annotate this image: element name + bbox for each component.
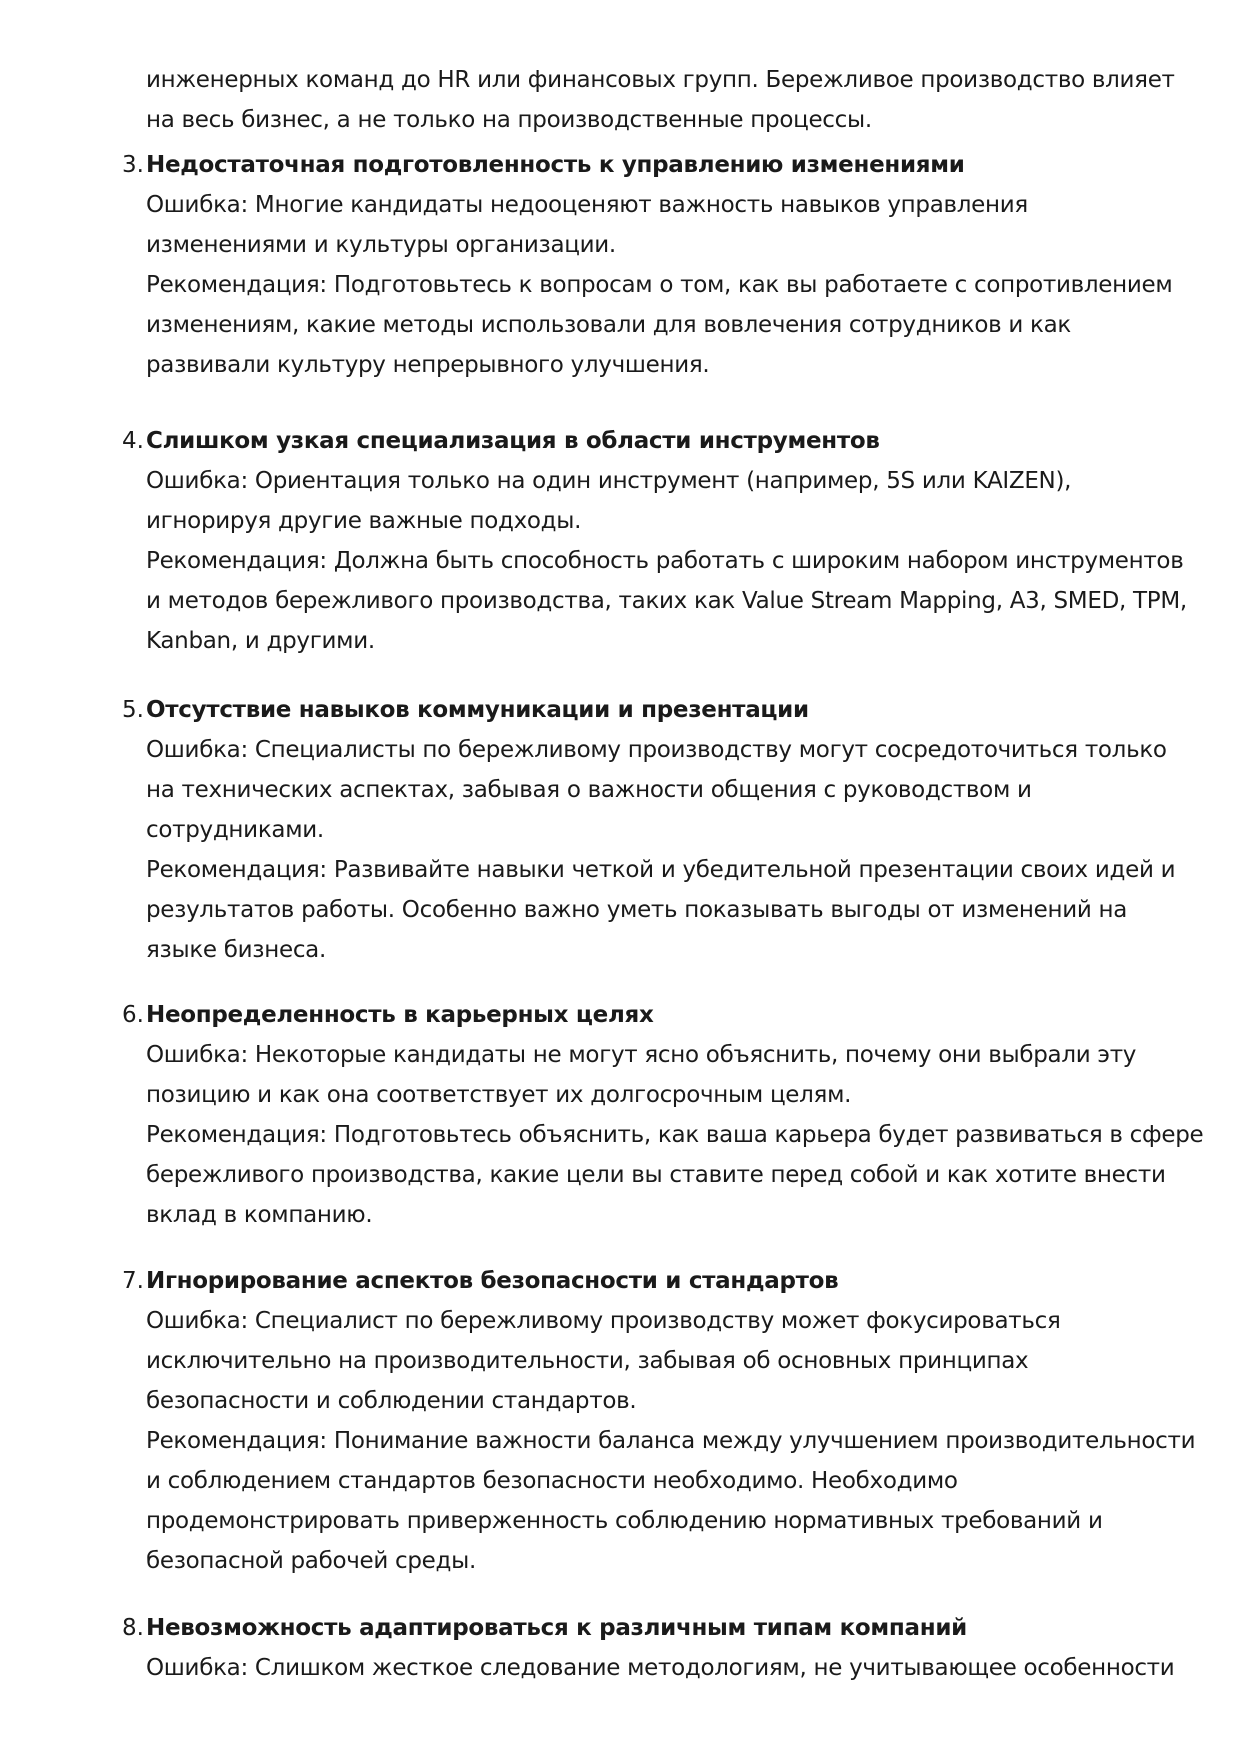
list-item-8	[122, 1608, 1175, 1688]
list-item-line: Рекомендация: Подготовьтесь объяснить, как ваша карьера будет развиваться в сфере	[146, 1122, 1204, 1148]
intro-paragraph	[146, 60, 1175, 140]
list-item-line: Рекомендация: Понимание важности баланса между улучшением производительности	[146, 1428, 1196, 1454]
list-item-title: Неопределенность в карьерных целях	[146, 1002, 654, 1028]
list-item-line: вклад в компанию.	[146, 1202, 373, 1228]
list-item-5	[122, 690, 1176, 970]
list-item-line: развивали культуру непрерывного улучшения.	[146, 352, 710, 378]
list-item-line: языке бизнеса.	[146, 937, 326, 963]
list-item-line: Ошибка: Ориентация только на один инструмент (например, 5S или KAIZEN),	[146, 468, 1072, 494]
list-item-line: безопасности и соблюдении стандартов.	[146, 1388, 637, 1414]
list-item-line: безопасной рабочей среды.	[146, 1548, 476, 1574]
list-item-7	[122, 1261, 1196, 1581]
list-item-line: Рекомендация: Развивайте навыки четкой и убедительной презентации своих идей и	[146, 857, 1176, 883]
list-number: 3.	[122, 152, 144, 178]
list-item-line: продемонстрировать приверженность соблюдению нормативных требований и	[146, 1508, 1103, 1534]
list-item-4	[122, 421, 1187, 661]
list-item-title: Отсутствие навыков коммуникации и презентации	[146, 697, 809, 723]
list-item-line: Kanban, и другими.	[146, 628, 375, 654]
list-item-line: сотрудниками.	[146, 817, 324, 843]
list-item-3	[122, 145, 1173, 385]
list-item-title: Недостаточная подготовленность к управлению изменениями	[146, 152, 965, 178]
list-item-line: Рекомендация: Подготовьтесь к вопросам о том, как вы работаете с сопротивлением	[146, 272, 1173, 298]
list-item-line: результатов работы. Особенно важно уметь показывать выгоды от изменений на	[146, 897, 1128, 923]
list-item-line: Ошибка: Специалисты по бережливому производству могут сосредоточиться только	[146, 737, 1167, 763]
intro-line: инженерных команд до HR или финансовых групп. Бережливое производство влияет	[146, 67, 1175, 93]
list-item-line: на технических аспектах, забывая о важности общения с руководством и	[146, 777, 1032, 803]
list-number: 4.	[122, 428, 144, 454]
list-item-line: Рекомендация: Должна быть способность работать с широким набором инструментов	[146, 548, 1184, 574]
list-item-title: Слишком узкая специализация в области инструментов	[146, 428, 880, 454]
list-item-line: позицию и как она соответствует их долгосрочным целям.	[146, 1082, 852, 1108]
intro-line: на весь бизнес, а не только на производственные процессы.	[146, 107, 872, 133]
list-number: 6.	[122, 1002, 144, 1028]
list-item-6	[122, 995, 1204, 1235]
list-item-line: бережливого производства, какие цели вы ставите перед собой и как хотите внести	[146, 1162, 1166, 1188]
list-item-title: Игнорирование аспектов безопасности и стандартов	[146, 1268, 839, 1294]
list-item-line: Ошибка: Многие кандидаты недооценяют важность навыков управления	[146, 192, 1028, 218]
list-number: 8.	[122, 1615, 144, 1641]
list-item-line: изменениями и культуры организации.	[146, 232, 616, 258]
list-item-line: и методов бережливого производства, таких как Value Stream Mapping, A3, SMED, TPM,	[146, 588, 1187, 614]
list-item-line: игнорируя другие важные подходы.	[146, 508, 582, 534]
list-item-line: и соблюдением стандартов безопасности необходимо. Необходимо	[146, 1468, 958, 1494]
list-item-line: Ошибка: Специалист по бережливому производству может фокусироваться	[146, 1308, 1061, 1334]
list-number: 5.	[122, 697, 144, 723]
list-item-title: Невозможность адаптироваться к различным типам компаний	[146, 1615, 967, 1641]
list-number: 7.	[122, 1268, 144, 1294]
list-item-line: изменениям, какие методы использовали для вовлечения сотрудников и как	[146, 312, 1071, 338]
list-item-line: Ошибка: Некоторые кандидаты не могут ясно объяснить, почему они выбрали эту	[146, 1042, 1137, 1068]
list-item-line: Ошибка: Слишком жесткое следование методологиям, не учитывающее особенности	[146, 1655, 1175, 1681]
list-item-line: исключительно на производительности, забывая об основных принципах	[146, 1348, 1029, 1374]
